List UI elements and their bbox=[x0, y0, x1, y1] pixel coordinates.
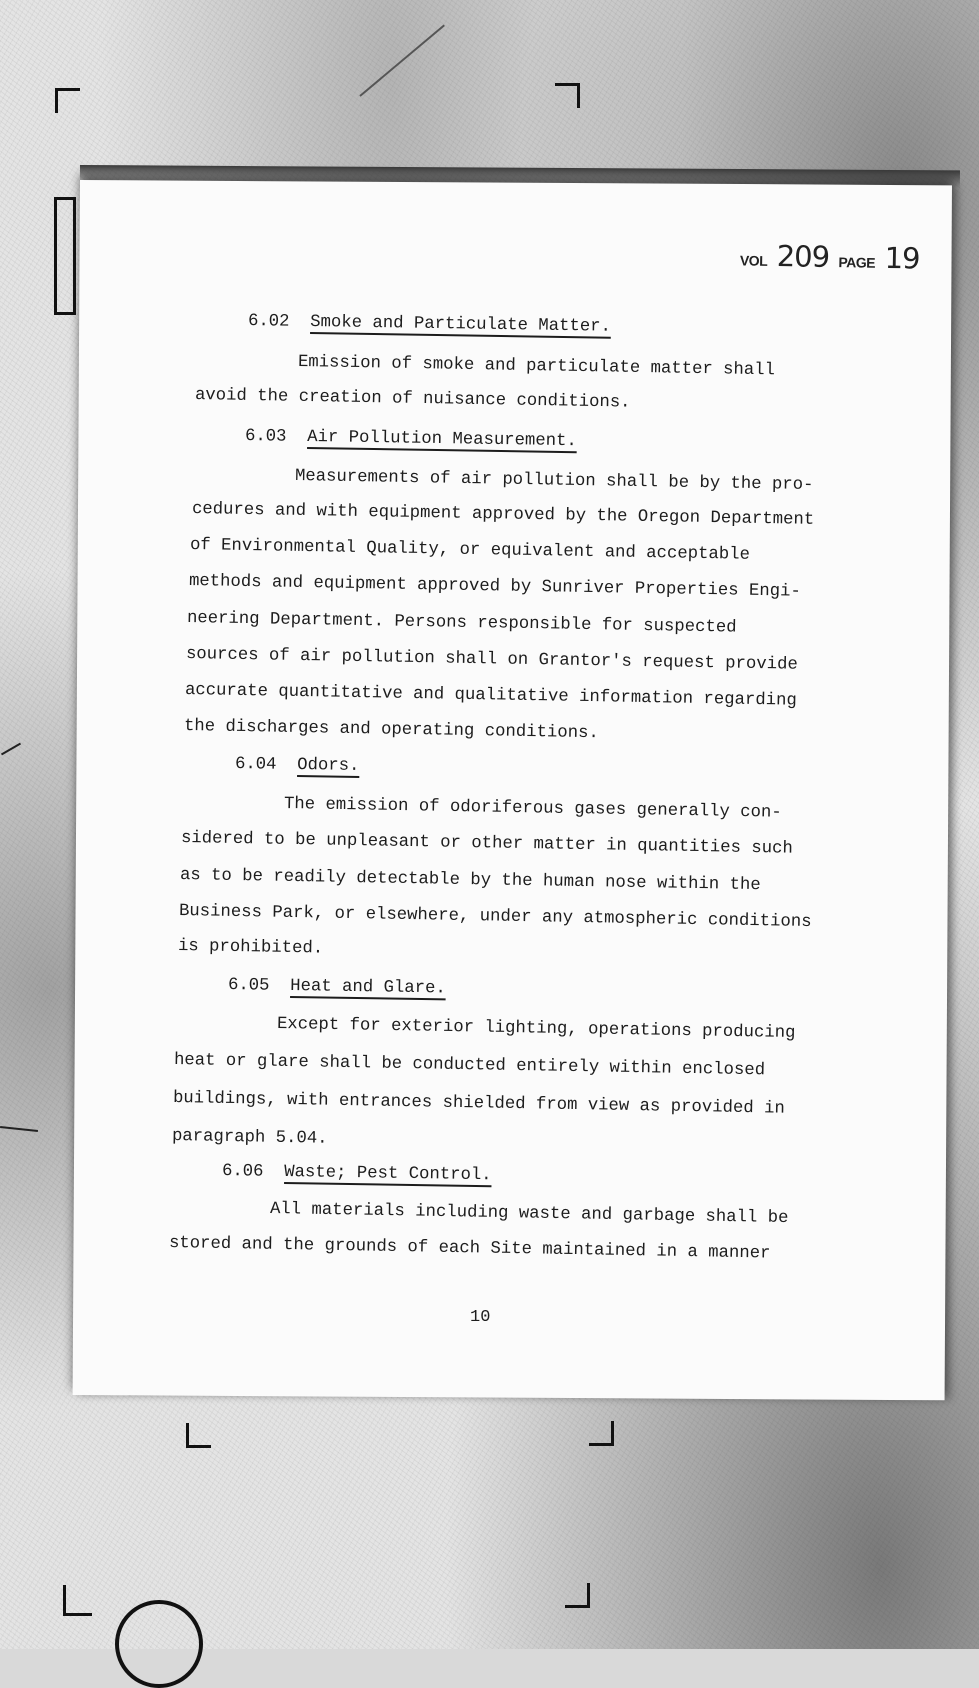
body-line: methods and equipment approved by Sunriver Properties Engi- bbox=[188, 572, 801, 602]
handwritten-loop bbox=[115, 1600, 203, 1688]
crop-mark-bottom-left bbox=[186, 1423, 211, 1448]
crop-mark-lower-left bbox=[63, 1585, 92, 1616]
body-line: cedures and with equipment approved by the Oregon Department bbox=[191, 500, 815, 530]
body-line: the discharges and operating conditions. bbox=[183, 717, 599, 744]
page-number: 10 bbox=[470, 1308, 491, 1327]
section-title: Air Pollution Measurement. bbox=[307, 427, 577, 452]
body-line: sources of air pollution shall on Grantor's request provide bbox=[185, 645, 798, 675]
crop-mark-lower-right bbox=[565, 1583, 590, 1608]
section-heading-6-05 bbox=[228, 976, 446, 998]
body-line: avoid the creation of nuisance conditions. bbox=[194, 386, 631, 413]
body-line: stored and the grounds of each Site maintained in a manner bbox=[168, 1234, 771, 1264]
body-line: Emission of smoke and particulate matter shall bbox=[297, 353, 776, 381]
page-label: PAGE bbox=[838, 254, 876, 271]
body-line: The emission of odoriferous gases generally con- bbox=[283, 795, 782, 823]
body-line: as to be readily detectable by the human nose within the bbox=[179, 866, 761, 896]
section-heading-6-04 bbox=[235, 755, 360, 776]
body-line: is prohibited. bbox=[177, 937, 324, 959]
vol-label: VOL bbox=[739, 252, 768, 269]
body-line: buildings, with entrances shielded from view as provided in bbox=[172, 1089, 785, 1119]
body-line: Business Park, or elsewhere, under any atmospheric conditions bbox=[178, 902, 812, 933]
section-title: Odors. bbox=[297, 755, 360, 776]
section-title: Waste; Pest Control. bbox=[284, 1162, 492, 1186]
section-number: 6.03 bbox=[244, 427, 287, 447]
volume-page-stamp bbox=[740, 238, 925, 275]
body-line: sidered to be unpleasant or other matter in quantities such bbox=[180, 829, 793, 859]
section-number: 6.04 bbox=[234, 755, 277, 775]
section-number: 6.05 bbox=[227, 976, 270, 996]
body-line: of Environmental Quality, or equivalent and acceptable bbox=[189, 536, 751, 565]
body-line: neering Department. Persons responsible for suspected bbox=[186, 609, 737, 638]
body-line: accurate quantitative and qualitative information regarding bbox=[184, 681, 797, 711]
body-line: Except for exterior lighting, operations producing bbox=[276, 1015, 796, 1044]
crop-mark-bottom-right bbox=[589, 1421, 614, 1446]
crop-mark-top-right bbox=[555, 83, 580, 108]
section-title: Heat and Glare. bbox=[290, 976, 446, 999]
section-number: 6.06 bbox=[221, 1162, 264, 1182]
stamp-page-number: 19 bbox=[884, 240, 920, 276]
section-title: Smoke and Particulate Matter. bbox=[310, 312, 612, 337]
section-number: 6.02 bbox=[247, 312, 290, 332]
binding-bracket bbox=[54, 197, 76, 315]
body-line: Measurements of air pollution shall be by the pro- bbox=[294, 467, 814, 496]
vol-number: 209 bbox=[776, 239, 830, 274]
body-line: All materials including waste and garbage shall be bbox=[269, 1200, 789, 1229]
crop-mark-top-left bbox=[55, 88, 80, 113]
body-line: heat or glare shall be conducted entirely within enclosed bbox=[173, 1051, 766, 1081]
body-line: paragraph 5.04. bbox=[171, 1127, 328, 1149]
